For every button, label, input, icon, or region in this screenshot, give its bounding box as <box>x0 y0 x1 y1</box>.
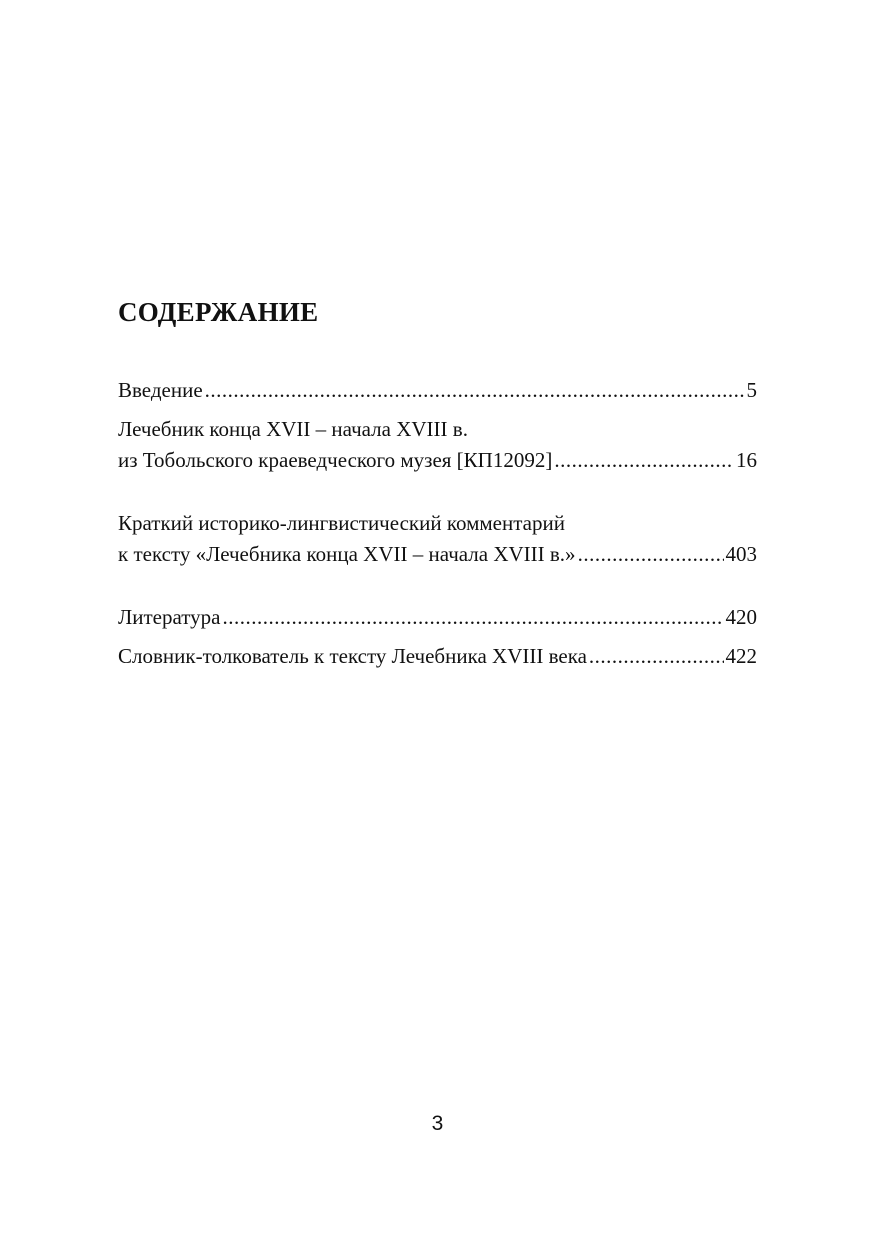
toc-entry-line <box>118 375 757 406</box>
toc-entry-title-line-2: к тексту «Лечебника конца XVII – начала XVIII в.» <box>118 542 576 566</box>
toc-dot-leader <box>554 445 734 476</box>
toc-entry-commentary[interactable] <box>118 508 757 570</box>
toc-entry-title-line-1: Краткий историко-лингвистический комментарий <box>118 511 565 535</box>
toc-dot-leader <box>589 641 724 672</box>
page-title: СОДЕРЖАНИЕ <box>118 297 319 327</box>
toc-page-number: 420 <box>725 605 757 629</box>
toc-dot-leader <box>205 375 745 406</box>
toc-entry-title-line-2: из Тобольского краеведческого музея [КП12092] <box>118 448 553 472</box>
toc-entry-line <box>118 602 757 633</box>
toc-entry-introduction[interactable] <box>118 375 757 406</box>
toc-entry-title: Словник-толкователь к тексту Лечебника XVIII века <box>118 644 587 668</box>
toc-entry-glossary[interactable] <box>118 641 757 672</box>
toc-page-number: 5 <box>746 378 757 402</box>
toc-entry-lechebnik[interactable] <box>118 414 757 476</box>
toc-entry-line <box>118 641 757 672</box>
toc-page-number: 16 <box>736 448 757 472</box>
toc-dot-leader <box>578 539 724 570</box>
toc-page-number: 422 <box>725 644 757 668</box>
toc-dot-leader <box>222 602 723 633</box>
toc-entry-title: Литература <box>118 605 221 629</box>
toc-entry-line <box>118 445 757 476</box>
toc-entry-title: Введение <box>118 378 203 402</box>
toc-page-number: 403 <box>725 542 757 566</box>
page-number: 3 <box>431 1112 444 1135</box>
toc-entry-literature[interactable] <box>118 602 757 633</box>
toc-entry-line <box>118 539 757 570</box>
table-of-contents <box>118 375 757 672</box>
toc-entry-title-line-1: Лечебник конца XVII – начала XVIII в. <box>118 417 468 441</box>
